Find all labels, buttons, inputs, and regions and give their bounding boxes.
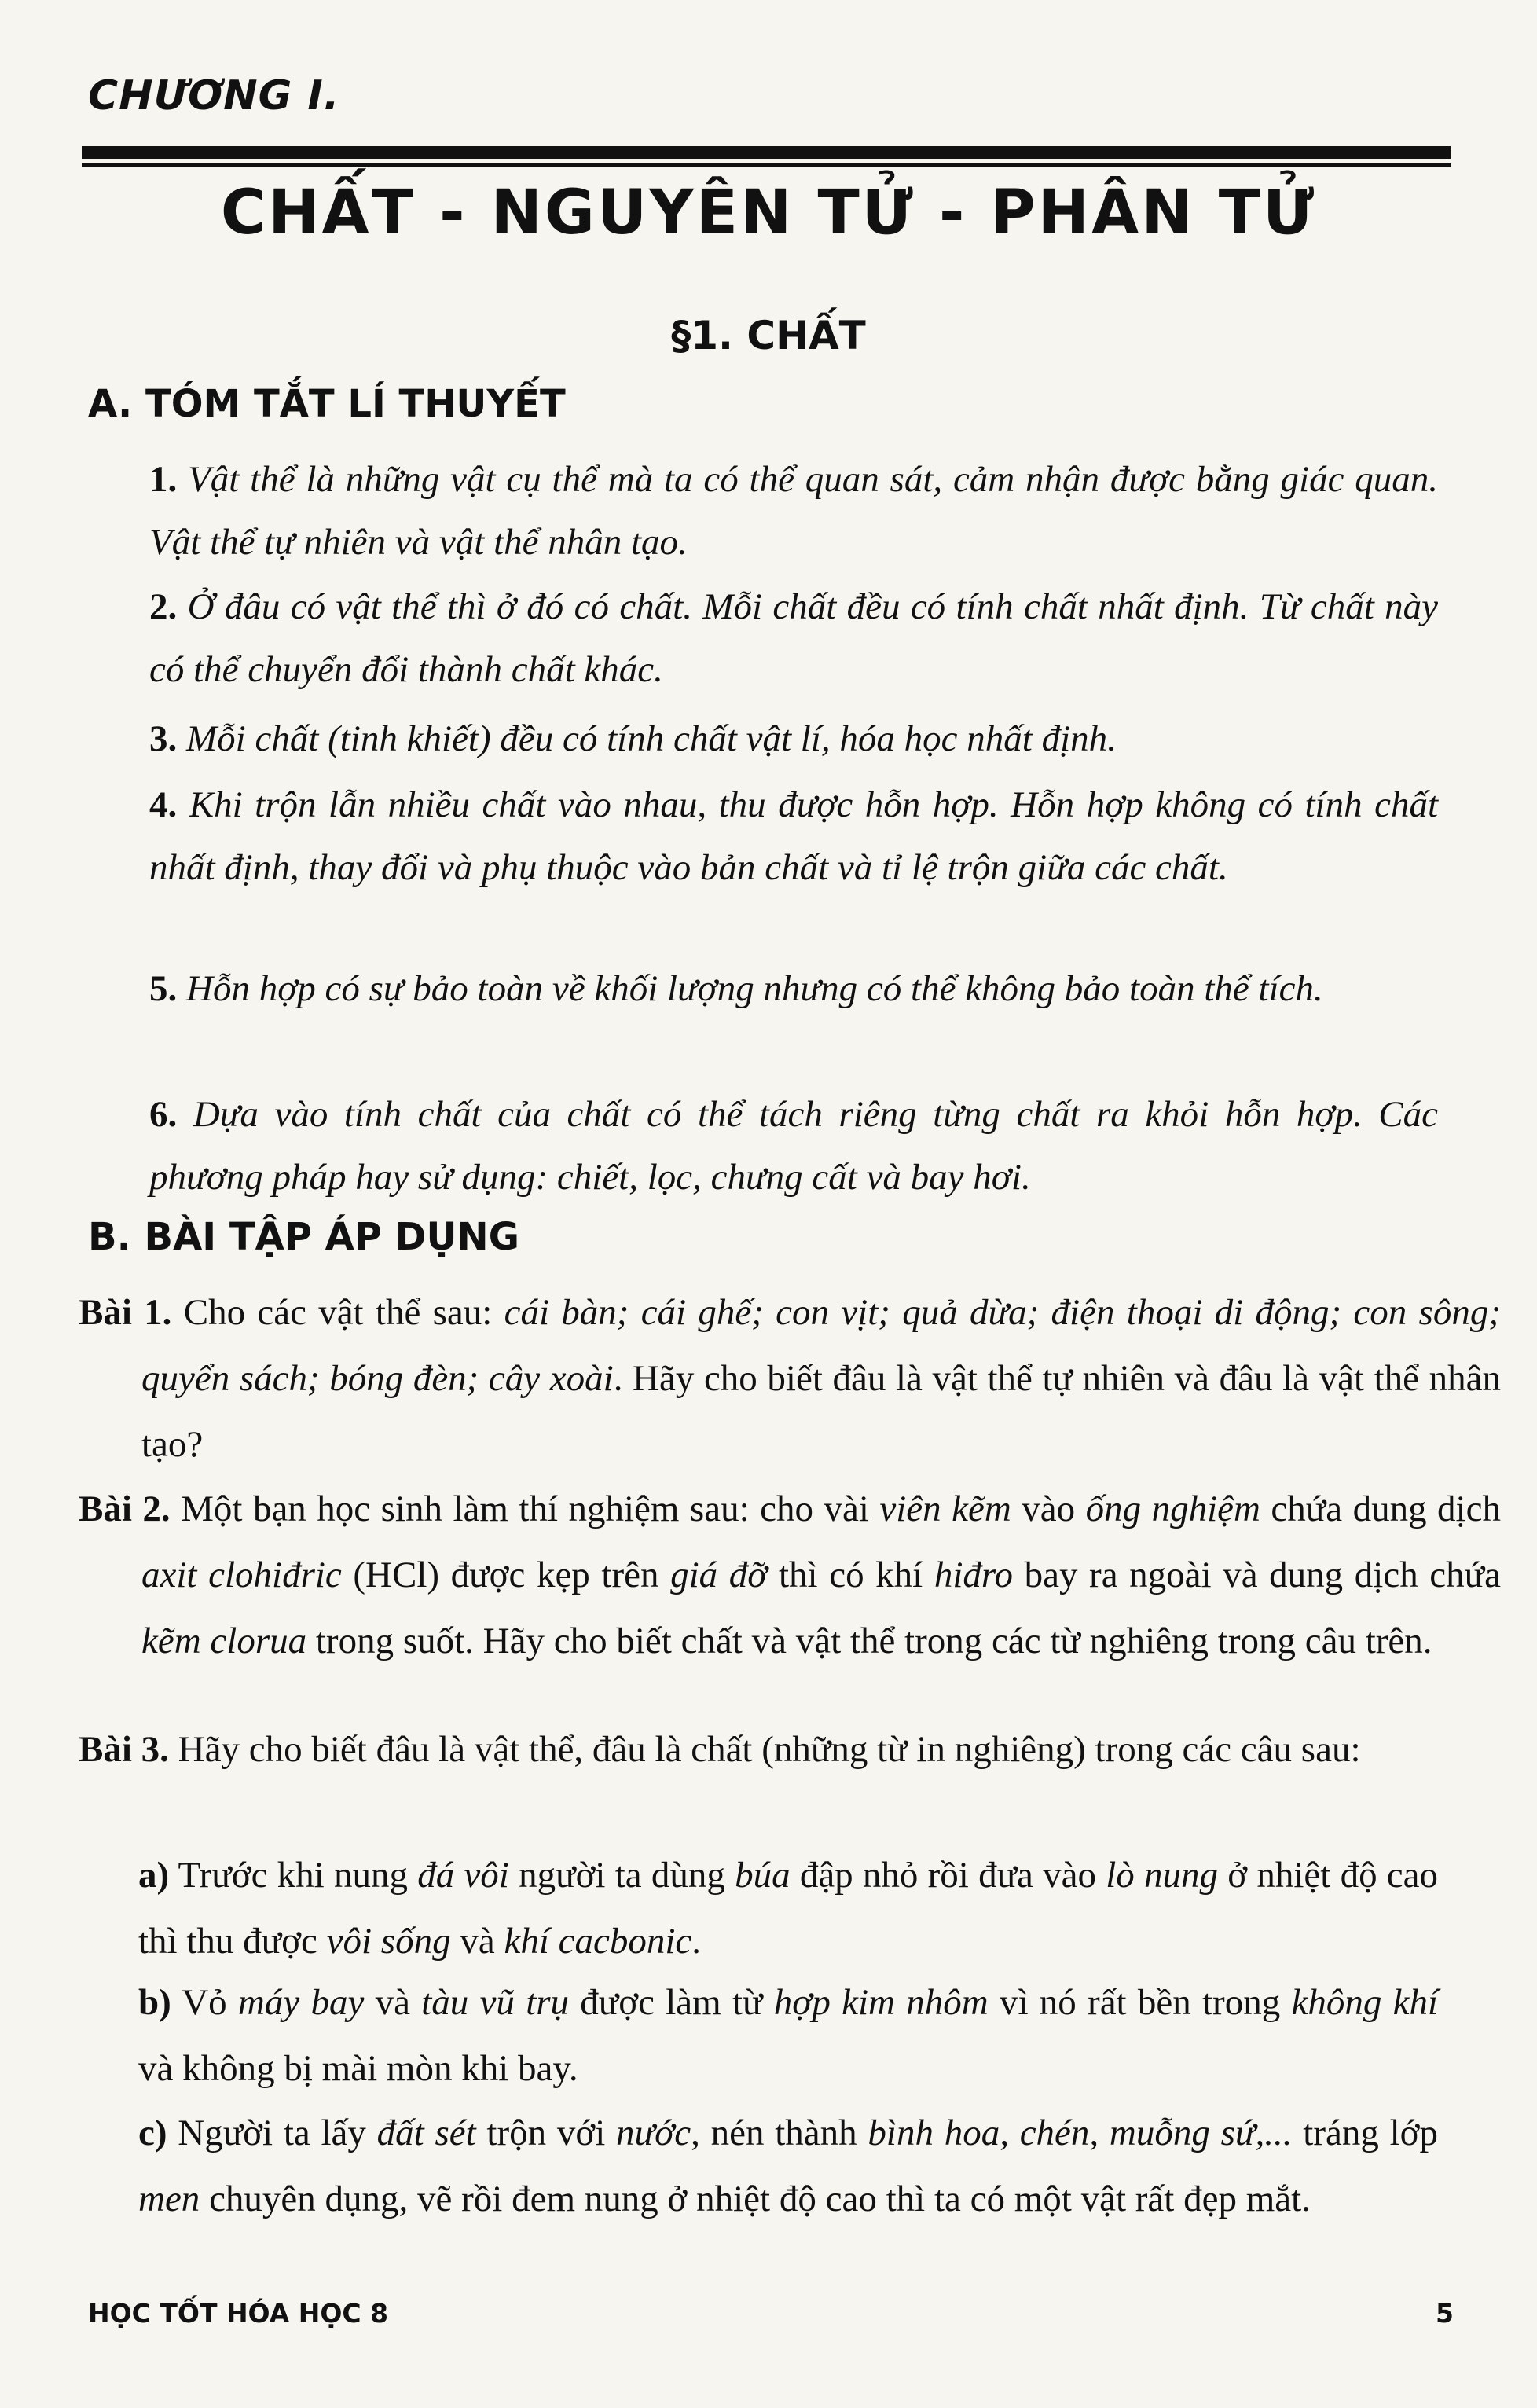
part-label: a) [138,1855,170,1896]
exercise-text: được làm từ [569,1982,774,2023]
exercise-italic-text: vôi sống [326,1921,451,1962]
exercise-1 [79,1279,1501,1477]
theory-item-text: Ở đâu có vật thể thì ở đó có chất. Mỗi chất đều có tính chất nhất định. Từ chất này có thể chuyển đổi thành chất khác. [149,586,1438,690]
chapter-title: CHẤT - NGUYÊN TỬ - PHÂN TỬ [220,178,1317,248]
theory-item-number: 6. [149,1094,178,1135]
theory-item-text: Vật thể là những vật cụ thể mà ta có thể quan sát, cảm nhận được bằng giác quan. Vật thể tự nhiên và vật thể nhân tạo. [149,459,1439,563]
theory-item-number: 3. [149,718,178,759]
exercise-italic-text: cái bàn; cái ghế; con vịt; quả dừa; điện thoại di động; con sông; quyển sách; bóng đèn; cây xoài [141,1292,1501,1399]
footer-book-title: HỌC TỐT HÓA HỌC 8 [88,2298,389,2329]
exercise-text: người ta dùng [508,1855,735,1896]
theory-item-number: 5. [149,968,178,1009]
exercise-3 [79,1716,1501,1782]
exercise-3-part-a [138,1842,1438,1974]
exercise-text: thì có khí [767,1555,934,1595]
exercise-text: (HCl) được kẹp trên [341,1555,671,1595]
page-number: 5 [1436,2298,1454,2329]
exercise-italic-text: hợp kim nhôm [773,1982,989,2023]
exercise-text: Người ta lấy [178,2113,377,2153]
exercise-italic-text: giá đỡ [670,1555,768,1595]
exercise-italic-text: viên kẽm [879,1488,1011,1529]
exercise-text: trộn với [475,2113,617,2153]
exercise-text: và [450,1921,504,1962]
lesson-title: §1. CHẤT [671,313,866,358]
exercise-italic-text: ống nghiệm [1085,1488,1260,1529]
chapter-label: CHƯƠNG I. [88,72,340,119]
exercise-2 [79,1476,1501,1674]
exercise-italic-text: búa [735,1855,791,1896]
exercise-text: và [364,1982,422,2023]
exercise-label: Bài 1. [79,1292,172,1333]
exercise-text: trong suốt. Hãy cho biết chất và vật thể trong các từ nghiêng trong câu trên. [306,1621,1432,1661]
exercise-text: đập nhỏ rồi đưa vào [790,1855,1106,1896]
exercise-italic-text: kẽm clorua [141,1621,307,1661]
exercise-text: Vỏ [182,1982,238,2023]
theory-item-text: Dựa vào tính chất của chất có thể tách riêng từng chất ra khỏi hỗn hợp. Các phương pháp hay sử dụng: chiết, lọc, chưng cất và bay hơi. [149,1094,1438,1198]
theory-item-3 [149,707,1438,770]
exercise-italic-text: đá vôi [417,1855,509,1896]
theory-item-text: Mỗi chất (tinh khiết) đều có tính chất vật lí, hóa học nhất định. [186,718,1117,759]
exercise-italic-text: axit clohiđric [141,1555,342,1595]
theory-item-6 [149,1083,1438,1209]
exercise-italic-text: hiđro [934,1555,1013,1595]
header-rule-thick [82,146,1451,159]
exercise-text: , nén thành [691,2113,868,2153]
theory-item-1 [149,448,1438,574]
exercise-text: Trước khi nung [178,1855,418,1896]
exercise-italic-text: không khí [1291,1982,1439,2023]
exercise-italic-text: lò nung [1106,1855,1219,1896]
exercise-italic-text: máy bay [237,1982,365,2023]
exercise-3-part-c [138,2100,1438,2232]
exercise-text: vào [1011,1488,1086,1529]
exercise-3-part-b [138,1969,1438,2101]
exercise-text: Hãy cho biết đâu là vật thể, đâu là chất (những từ in nghiêng) trong các câu sau: [178,1729,1361,1770]
theory-item-2 [149,575,1438,701]
exercise-italic-text: tàu vũ trụ [421,1982,570,2023]
exercise-text: chứa dung dịch [1260,1488,1501,1529]
section-b-heading: B. BÀI TẬP ÁP DỤNG [88,1215,520,1259]
theory-item-number: 2. [149,586,178,627]
theory-item-text: Hỗn hợp có sự bảo toàn về khối lượng nhưng có thể không bảo toàn thể tích. [186,968,1323,1009]
header-rule-thin [82,163,1451,167]
exercise-italic-text: bình hoa, chén, muỗng sứ,... [868,2113,1293,2153]
exercise-text: Cho các vật thể sau: [183,1292,504,1333]
exercise-italic-text: đất sét [376,2113,476,2153]
exercise-text: . Hãy cho biết đâu là vật thể tự nhiên và đâu là vật thể nhân tạo? [141,1358,1501,1465]
theory-item-number: 1. [149,459,178,500]
exercise-text: . [691,1921,702,1962]
theory-item-5 [149,957,1438,1020]
exercise-text: tráng lớp [1292,2113,1439,2153]
section-a-heading: A. TÓM TẮT LÍ THUYẾT [88,382,566,426]
exercise-text: vì nó rất bền trong [988,1982,1292,2023]
part-label: c) [138,2113,167,2153]
exercise-italic-text: nước [616,2113,691,2153]
exercise-text: bay ra ngoài và dung dịch chứa [1012,1555,1501,1595]
exercise-italic-text: men [138,2179,200,2219]
exercise-text: và không bị mài mòn khi bay. [138,2048,578,2089]
theory-item-number: 4. [149,784,178,825]
exercise-label: Bài 2. [79,1488,171,1529]
exercise-italic-text: khí cacbonic [504,1921,692,1962]
theory-item-4 [149,773,1438,899]
exercise-text: ở nhiệt độ cao thì thu được [138,1855,1439,1962]
exercise-text: Một bạn học sinh làm thí nghiệm sau: cho vài [181,1488,880,1529]
part-label: b) [138,1982,171,2023]
exercise-label: Bài 3. [79,1729,169,1770]
exercise-text: chuyên dụng, vẽ rồi đem nung ở nhiệt độ cao thì ta có một vật rất đẹp mắt. [200,2179,1311,2219]
theory-item-text: Khi trộn lẫn nhiều chất vào nhau, thu được hỗn hợp. Hỗn hợp không có tính chất nhất định, thay đổi và phụ thuộc vào bản chất và tỉ lệ trộn giữa các chất. [149,784,1439,888]
